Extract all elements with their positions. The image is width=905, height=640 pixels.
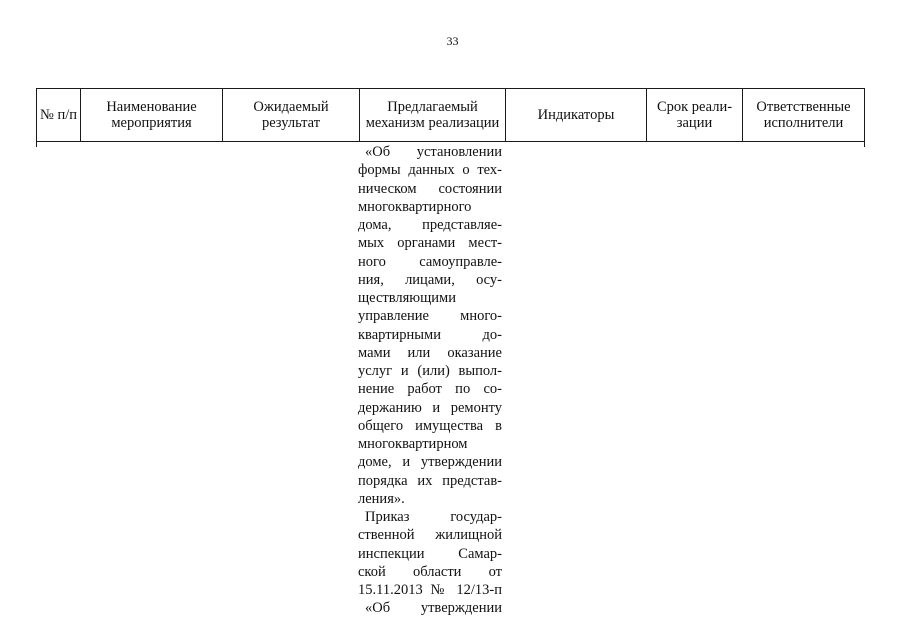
column-header-indicators: Индикаторы [506, 89, 647, 142]
mechanism-line: ния, лицами, осу- [358, 271, 502, 288]
mechanism-line: ственной жилищной [358, 527, 502, 544]
table-header-row [37, 89, 865, 142]
mechanism-line: 15.11.2013 № 12/13-п [358, 582, 502, 598]
mechanism-line: ления». [358, 490, 405, 507]
column-header-deadline: Срок реали- зации [647, 89, 743, 142]
mechanism-line: дома, представляе- [358, 217, 502, 233]
column-header-expected-result: Ожидаемый результат [223, 89, 360, 142]
mechanism-line: Приказ государ- [365, 509, 502, 525]
mechanism-line: ного самоуправле- [358, 253, 502, 270]
mechanism-line: услуг и (или) выпол- [358, 363, 502, 379]
mechanism-line: доме, и утверждении [358, 454, 502, 471]
table-border-right [864, 142, 865, 147]
mechanism-line: многоквартирном [358, 436, 468, 452]
mechanism-line: формы данных о тех- [358, 162, 502, 179]
mechanism-line: нение работ по со- [358, 381, 502, 398]
table-border-left [36, 142, 37, 147]
mechanism-line: порядка их представ- [358, 472, 502, 489]
mechanism-line: ществляющими [358, 290, 456, 306]
mechanism-line: мами или оказание [358, 344, 502, 361]
column-header-number: № п/п [37, 89, 81, 142]
mechanism-line: «Об установлении [365, 144, 502, 160]
mechanism-line: инспекции Самар- [358, 545, 502, 562]
table-header [36, 88, 865, 142]
column-header-responsible: Ответственные исполнители [743, 89, 865, 142]
mechanism-line: многоквартирного [358, 198, 472, 215]
column-header-activity: Наименование мероприятия [81, 89, 223, 142]
mechanism-line: ническом состоянии [358, 180, 502, 197]
mechanism-cell-text [358, 143, 502, 618]
mechanism-line: ской области от [358, 563, 502, 580]
mechanism-line: квартирными до- [358, 326, 502, 343]
mechanism-line: общего имущества в [358, 417, 502, 434]
mechanism-line: «Об утверждении [365, 600, 502, 617]
mechanism-line: мых органами мест- [358, 235, 502, 252]
mechanism-line: держанию и ремонту [358, 399, 502, 416]
mechanism-line: управление много- [358, 308, 502, 325]
page-number: 33 [446, 34, 459, 48]
column-header-mechanism: Предлагаемый механизм реализации [360, 89, 506, 142]
